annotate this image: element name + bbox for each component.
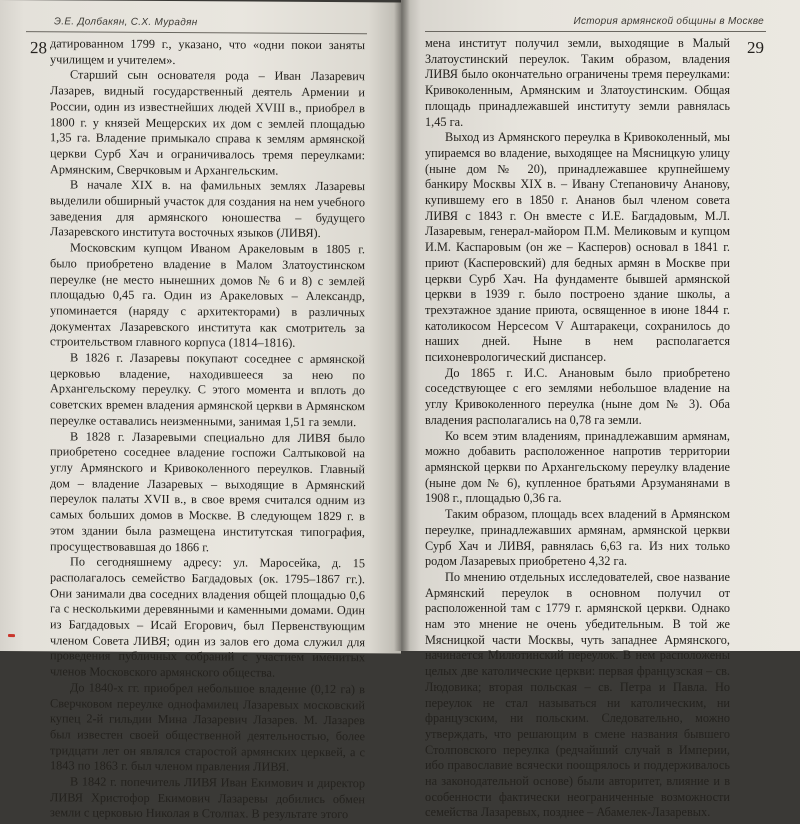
left-body-text: [50, 36, 365, 823]
left-running-head: Э.Е. Долбакян, С.Х. Мурадян: [54, 16, 198, 29]
right-header-rule: [425, 31, 766, 32]
left-header-rule: [26, 31, 367, 34]
right-body-text: [425, 36, 730, 821]
paragraph: Выход из Армянского переулка в Кривоколенный, мы упираемся во владение, выходящее на Мясницкую улицу (ныне дом № 20), принадлежавшее крупнейшему банкиру Москвы XIX в. – Ивану Степановичу Ананову, купившему его в 1850 г. Ананов был членом совета ЛИВЯ с 1843 г. Он вместе с И.Е. Багдадовым, М.Л. Лазаревым, генерал-майором П.М. Меликовым и купцом И.М. Каспаровым (он же – Касперов) основал в 1841 г. приют (Касперовский) для бедных армян в Москве при церкви Сурб Хач. На фундаменте бывшей армянской церкви в 1939 г. было построено здание школы, а трехэтажное здание приюта, освященное в июне 1844 г. католикосом Нерсесом V Аштаракеци, сохранилось до наших дней. Ныне в нем располагается психоневрологический диспансер.: [425, 130, 730, 365]
right-page: [401, 0, 800, 820]
left-page-number: 28: [30, 38, 47, 58]
paragraph: Старший сын основателя рода – Иван Лазаревич Лазарев, видный государственный деятель Армении и России, один из известнейших людей XVIII в., приобрел в 1800 г. у князей Мещерских их дом с землей площадью 1,35 га. Владение примыкало справа к землям армянской церкви Сурб Хач и ограничивалось тремя переулками: Армянским, Сверчковым и Архангельским.: [50, 67, 365, 178]
paragraph: В 1842 г. попечитель ЛИВЯ Иван Екимович и директор ЛИВЯ Христофор Екимович Лазаревы добились обмен земли с церковью Николая в Столпах. В результате этого: [50, 774, 365, 822]
red-mark: [8, 634, 15, 637]
book-gutter: [394, 0, 410, 651]
paragraph: В 1828 г. Лазаревыми специально для ЛИВЯ было приобретено соседнее владение госпожи Салтыковой на углу Армянского и Кривоколенного переулков. Главный дом – владение Лазаревых – выходящие в Армянский переулок палаты XVII в., в свое время считался одним из самых больших домов в Москве. В следующем 1829 г. в этом здании была размещена институтская типография, просуществовавшая до 1866 г.: [50, 429, 365, 554]
paragraph: По мнению отдельных исследователей, свое название Армянский переулок в основном получил от расположенной там с 1779 г. армянской церкви. Однако нам это мнение не очень убедительным. В той же Мясницкой части Москвы, чуть западнее Армянского, начинается Милютинский переулок. В нем расположены целых две католические церкви: первая французская – св. Людовика; вторая польская – св. Петра и Павла. Но переулок не стал называться ни католическим, ни французским, ни польским. Следовательно, можно утверждать, что решающим в смене названия бывшего Столповского переулка (редчайший случай в Империи, ибо православие всячески поощрялось и поддерживалось на законодательной основе) были авторитет, влияние и в особенности фактически неограниченные возможности семейства Лазаревых, позднее – Абамелек-Лазаревых.: [425, 569, 730, 820]
right-page-number: 29: [747, 38, 764, 57]
paragraph: Таким образом, площадь всех владений в Армянском переулке, принадлежавших армянам, армянской церкви Сурб Хач и ЛИВЯ, равнялась 6,63 га. Из них только родом Лазаревых приобретено 4,32 га.: [425, 507, 730, 569]
paragraph: Ко всем этим владениям, принадлежавшим армянам, можно добавить расположенное напротив территории армянской церкви по Архангельскому переулку владение (ныне дом № 6), купленное братьями Арзуманянами в 1908 г., площадью 0,36 га.: [425, 428, 730, 506]
paragraph: В начале XIX в. на фамильных землях Лазаревы выделили обширный участок для создания на нем учебного заведения для армянского юношества – будущего Лазаревского института восточных языков (ЛИВЯ).: [50, 177, 365, 241]
paragraph: По сегодняшнему адресу: ул. Маросейка, д. 15 располагалось семейство Багдадовых (ок. 1795–1867 гг.). Они занимали два соседних владения общей площадью 0,6 га с несколькими деревянными и каменными домами. Один из Багдадовых – Исай Егорович, был Первенствующим членом Совета ЛИВЯ; один из залов его дома служил для проведения публичных собраний с участием именитых членов Московского армянского общества.: [50, 554, 365, 680]
paragraph: датированном 1799 г., указано, что «одни покои заняты училищем и учителем».: [50, 36, 365, 67]
paragraph: Московским купцом Иваном Аракеловым в 1805 г. было приобретено владение в Малом Златоустинском переулке (не место нынешних домов № 6 и 8) с землей площадью 0,45 га. Один из Аракеловых – Александр, упоминается (наряду с архитекторами) в различных документах Лазаревского института как смотритель за строительством главного корпуса (1814–1816).: [50, 240, 365, 351]
paragraph: мена институт получил земли, выходящие в Малый Златоустинский переулок. Таким образом, владения ЛИВЯ было окончательно ограничены тремя переулками: Кривоколенным, Армянским и Златоустинским. Общая площадь принадлежавшей институту земли равнялась 1,45 га.: [425, 36, 730, 129]
paragraph: До 1865 г. И.С. Анановым было приобретено соседствующее с его землями небольшое владение на углу Кривоколенного переулка (ныне дом № 3). Оба владения располагались на 0,78 га земли.: [425, 365, 730, 427]
right-running-head: История армянской общины в Москве: [573, 16, 764, 27]
paragraph: До 1840-х гг. приобрел небольшое владение (0,12 га) в Сверчковом переулке однофамилец Лазаревых московский купец 2-й гильдии Мина Лазаревич Лазарев. М. Лазарев был известен своей общественной деятельностью, более тридцати лет он являлся старостой армянских церквей, а с 1843 по 1863 г. был членом правления ЛИВЯ.: [50, 680, 365, 775]
paragraph: В 1826 г. Лазаревы покупают соседнее с армянской церковью владение, находившееся за нею по Архангельскому переулку. С этого момента и вплоть до советских времен владения армянской церкви в Армянском переулке оставались неизменными, занимая 1,51 га земли.: [50, 350, 365, 430]
